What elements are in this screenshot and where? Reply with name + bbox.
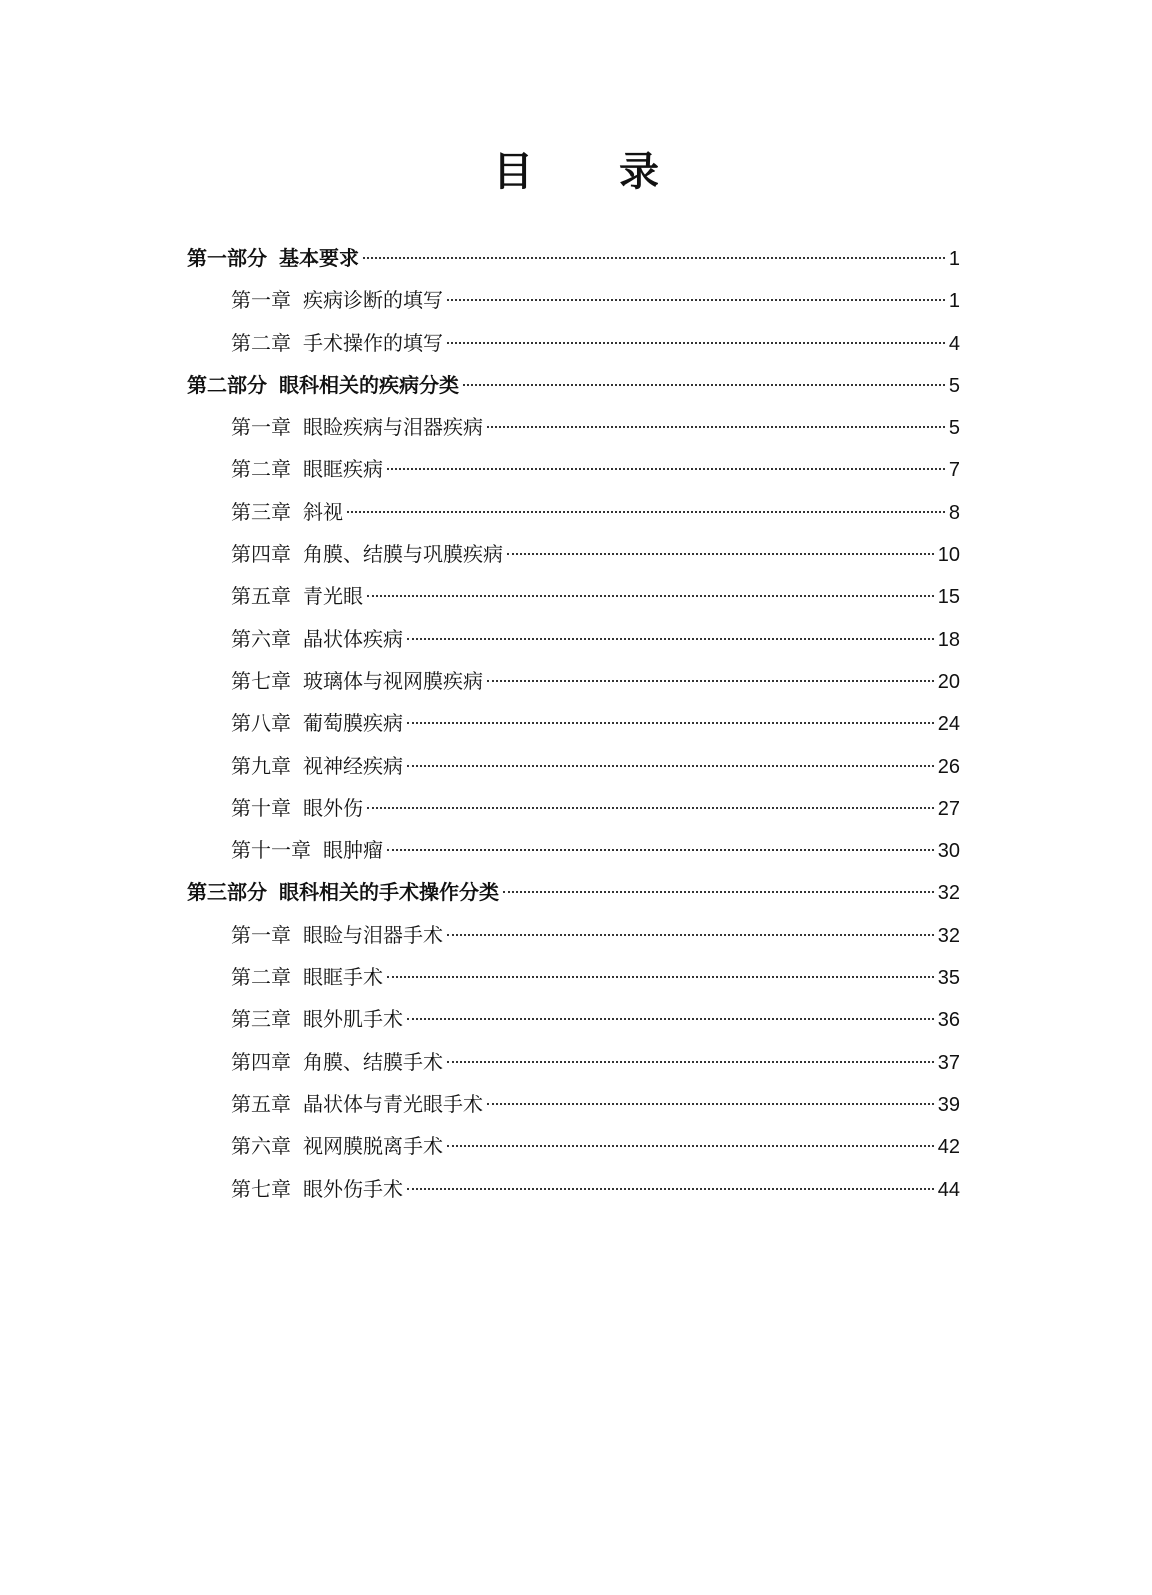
toc-entry-title: 角膜、结膜手术 — [303, 1049, 443, 1074]
toc-entry-label — [187, 364, 459, 406]
toc-entry-number: 第五章 — [231, 1091, 291, 1116]
dot-leader — [407, 765, 934, 767]
toc-entry-number: 第一章 — [231, 415, 291, 440]
toc-chapter-entry[interactable] — [187, 448, 960, 490]
toc-page-number: 42 — [937, 1136, 960, 1159]
toc-entry-title: 基本要求 — [279, 246, 359, 270]
toc-chapter-entry[interactable] — [187, 618, 960, 660]
toc-entry-label — [231, 660, 483, 702]
toc-entry-label — [231, 533, 503, 575]
toc-entry-number: 第三章 — [231, 499, 291, 524]
dot-leader — [407, 722, 934, 724]
toc-entry-number: 第二章 — [231, 330, 291, 355]
toc-chapter-entry[interactable] — [187, 1168, 960, 1210]
toc-entry-label — [231, 618, 403, 660]
toc-entry-label — [231, 787, 363, 829]
toc-entry-number: 第十一章 — [231, 838, 311, 863]
dot-leader — [347, 511, 945, 513]
toc-chapter-entry[interactable] — [187, 660, 960, 702]
toc-chapter-entry[interactable] — [187, 1083, 960, 1125]
toc-entry-title: 眼肿瘤 — [323, 838, 383, 863]
dot-leader — [447, 1145, 934, 1147]
dot-leader — [367, 807, 934, 809]
dot-leader — [487, 680, 934, 682]
toc-entry-title: 视网膜脱离手术 — [303, 1134, 443, 1159]
toc-entry-label — [231, 914, 443, 956]
toc-entry-title: 眼睑与泪器手术 — [303, 922, 443, 947]
toc-chapter-entry[interactable] — [187, 575, 960, 617]
toc-entry-number: 第一章 — [231, 922, 291, 947]
toc-entry-title: 角膜、结膜与巩膜疾病 — [303, 542, 503, 567]
toc-entry-title: 眼眶手术 — [303, 965, 383, 990]
toc-entry-label — [231, 1168, 403, 1210]
dot-leader — [507, 553, 934, 555]
toc-entry-number: 第一部分 — [187, 246, 267, 270]
toc-page-number: 30 — [937, 840, 960, 863]
dot-leader — [487, 1103, 934, 1105]
toc-entry-number: 第五章 — [231, 584, 291, 609]
toc-entry-title: 眼眶疾病 — [303, 457, 383, 482]
toc-entry-label — [231, 448, 383, 490]
toc-entry-number: 第六章 — [231, 1134, 291, 1159]
dot-leader — [407, 1188, 934, 1190]
toc-entry-label — [231, 702, 403, 744]
toc-part-entry[interactable] — [187, 364, 960, 406]
toc-entry-number: 第二章 — [231, 965, 291, 990]
toc-entry-label — [231, 1083, 483, 1125]
table-of-contents — [187, 237, 960, 1210]
toc-entry-number: 第三章 — [231, 1007, 291, 1032]
toc-entry-title: 眼睑疾病与泪器疾病 — [303, 415, 483, 440]
toc-page-number: 32 — [937, 924, 960, 947]
toc-entry-title: 视神经疾病 — [303, 753, 403, 778]
dot-leader — [463, 384, 945, 386]
toc-chapter-entry[interactable] — [187, 406, 960, 448]
toc-page-number: 7 — [948, 459, 960, 482]
toc-entry-label — [231, 745, 403, 787]
page-title: 目 录 — [493, 149, 695, 195]
toc-entry-title: 葡萄膜疾病 — [303, 711, 403, 736]
toc-entry-number: 第一章 — [231, 288, 291, 313]
toc-page-number: 32 — [937, 882, 960, 905]
toc-chapter-entry[interactable] — [187, 745, 960, 787]
dot-leader — [487, 426, 945, 428]
toc-entry-label — [231, 1125, 443, 1167]
toc-page-number: 10 — [937, 544, 960, 567]
toc-page-number: 20 — [937, 670, 960, 693]
toc-chapter-entry[interactable] — [187, 491, 960, 533]
toc-entry-number: 第八章 — [231, 711, 291, 736]
toc-chapter-entry[interactable] — [187, 998, 960, 1040]
toc-chapter-entry[interactable] — [187, 702, 960, 744]
dot-leader — [503, 891, 934, 893]
toc-entry-number: 第二章 — [231, 457, 291, 482]
toc-chapter-entry[interactable] — [187, 914, 960, 956]
toc-entry-label — [187, 871, 499, 913]
toc-entry-number: 第六章 — [231, 626, 291, 651]
toc-entry-label — [231, 279, 443, 321]
dot-leader — [447, 934, 934, 936]
toc-entry-title: 手术操作的填写 — [303, 330, 443, 355]
toc-entry-title: 青光眼 — [303, 584, 363, 609]
toc-entry-label — [231, 998, 403, 1040]
toc-entry-label — [231, 575, 363, 617]
toc-entry-number: 第四章 — [231, 1049, 291, 1074]
toc-entry-number: 第九章 — [231, 753, 291, 778]
toc-entry-title: 晶状体疾病 — [303, 626, 403, 651]
toc-page-number: 37 — [937, 1051, 960, 1074]
dot-leader — [367, 595, 934, 597]
toc-chapter-entry[interactable] — [187, 1125, 960, 1167]
toc-page-number: 1 — [948, 248, 960, 270]
toc-entry-number: 第十章 — [231, 795, 291, 820]
dot-leader — [447, 342, 945, 344]
toc-entry-title: 眼外伤手术 — [303, 1176, 403, 1201]
toc-chapter-entry[interactable] — [187, 956, 960, 998]
toc-page-number: 4 — [948, 332, 960, 355]
toc-page-number: 35 — [937, 967, 960, 990]
toc-entry-label — [231, 322, 443, 364]
dot-leader — [447, 299, 945, 301]
toc-entry-number: 第七章 — [231, 1176, 291, 1201]
toc-entry-label — [231, 829, 383, 871]
toc-page-number: 15 — [937, 586, 960, 609]
toc-entry-title: 眼外伤 — [303, 795, 363, 820]
dot-leader — [387, 976, 934, 978]
toc-entry-title: 疾病诊断的填写 — [303, 288, 443, 313]
toc-chapter-entry[interactable] — [187, 787, 960, 829]
dot-leader — [387, 468, 945, 470]
toc-chapter-entry[interactable] — [187, 322, 960, 364]
toc-part-entry[interactable] — [187, 871, 960, 913]
toc-entry-number: 第四章 — [231, 542, 291, 567]
toc-page-number: 39 — [937, 1093, 960, 1116]
toc-entry-number: 第七章 — [231, 668, 291, 693]
toc-page-number: 27 — [937, 797, 960, 820]
toc-chapter-entry[interactable] — [187, 829, 960, 871]
toc-entry-label — [187, 237, 359, 279]
toc-page-number: 24 — [937, 713, 960, 736]
toc-page-number: 8 — [948, 501, 960, 524]
toc-entry-number: 第三部分 — [187, 880, 267, 905]
toc-page-number: 26 — [937, 755, 960, 778]
toc-page-number: 5 — [948, 417, 960, 440]
toc-entry-label — [231, 956, 383, 998]
toc-chapter-entry[interactable] — [187, 533, 960, 575]
toc-page-number: 1 — [948, 290, 960, 313]
toc-page-number: 44 — [937, 1178, 960, 1201]
dot-leader — [447, 1061, 934, 1063]
toc-entry-label — [231, 1041, 443, 1083]
dot-leader — [387, 849, 934, 851]
toc-entry-label — [231, 491, 343, 533]
toc-part-entry[interactable] — [187, 237, 960, 279]
toc-page-number: 18 — [937, 628, 960, 651]
toc-entry-title: 眼科相关的疾病分类 — [279, 372, 459, 397]
toc-chapter-entry[interactable] — [187, 1041, 960, 1083]
toc-entry-title: 玻璃体与视网膜疾病 — [303, 668, 483, 693]
toc-page-number: 5 — [948, 374, 960, 397]
toc-entry-number: 第二部分 — [187, 372, 267, 397]
toc-entry-title: 斜视 — [303, 499, 343, 524]
dot-leader — [407, 638, 934, 640]
toc-page-number: 36 — [937, 1009, 960, 1032]
toc-entry-title: 眼外肌手术 — [303, 1007, 403, 1032]
toc-entry-title: 晶状体与青光眼手术 — [303, 1091, 483, 1116]
toc-entry-label — [231, 406, 483, 448]
toc-chapter-entry[interactable] — [187, 279, 960, 321]
dot-leader — [363, 257, 945, 259]
toc-entry-title: 眼科相关的手术操作分类 — [279, 880, 499, 905]
dot-leader — [407, 1018, 934, 1020]
